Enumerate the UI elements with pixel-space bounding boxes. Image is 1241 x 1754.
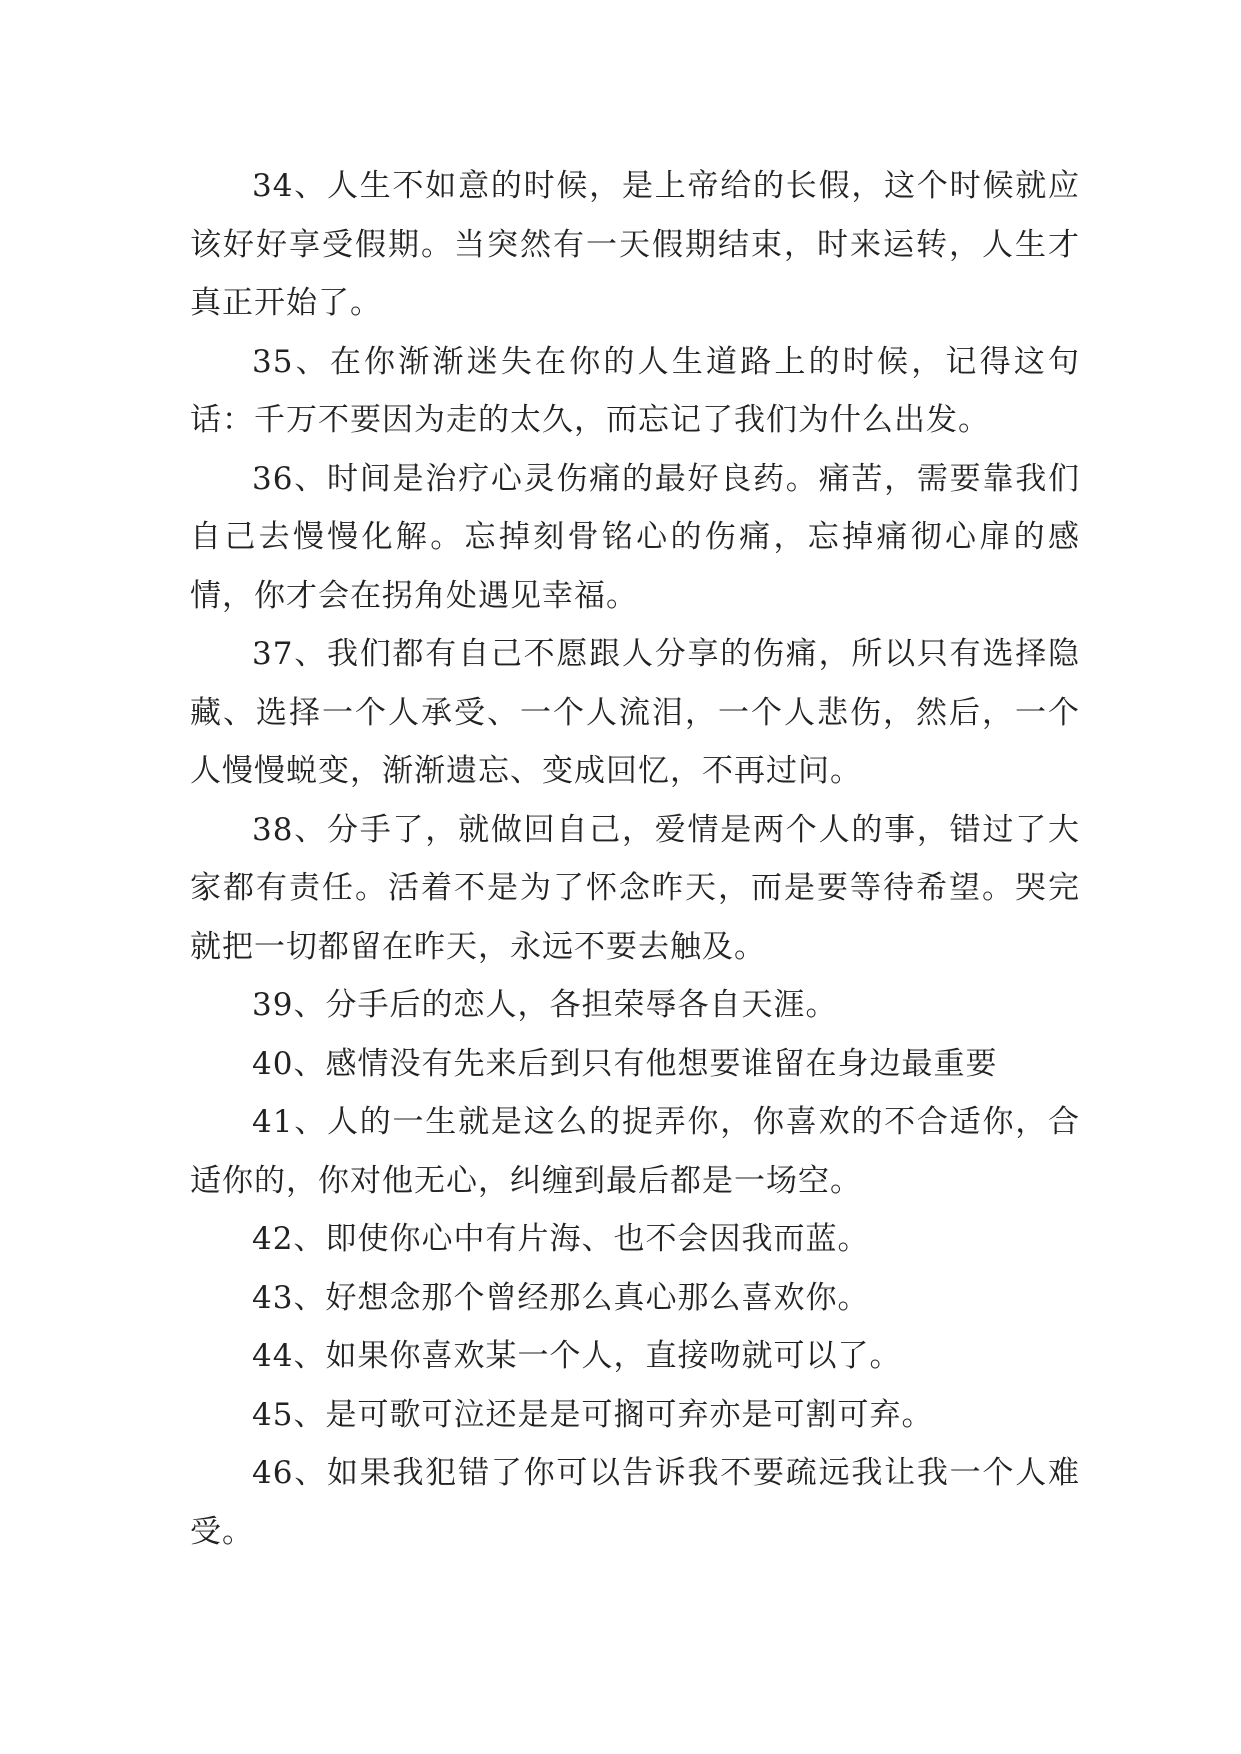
paragraph-38: 38、分手了，就做回自己，爱情是两个人的事，错过了大家都有责任。活着不是为了怀念昨天，而是要等待希望。哭完就把一切都留在昨天，永远不要去触及。 (190, 811, 1080, 965)
paragraph-43: 43、好想念那个曾经那么真心那么喜欢你。 (252, 1279, 870, 1316)
paragraph-36: 36、时间是治疗心灵伤痛的最好良药。痛苦，需要靠我们自己去慢慢化解。忘掉刻骨铭心的伤痛，忘掉痛彻心扉的感情，你才会在拐角处遇见幸福。 (190, 460, 1080, 614)
paragraph-37: 37、我们都有自己不愿跟人分享的伤痛，所以只有选择隐藏、选择一个人承受、一个人流泪，一个人悲伤，然后，一个人慢慢蜕变，渐渐遗忘、变成回忆，不再过问。 (190, 636, 1080, 789)
paragraph-46: 46、如果我犯错了你可以告诉我不要疏远我让我一个人难受。 (190, 1455, 1080, 1550)
paragraph-40: 40、感情没有先来后到只有他想要谁留在身边最重要 (252, 1045, 998, 1082)
paragraph-44: 44、如果你喜欢某一个人，直接吻就可以了。 (252, 1338, 902, 1374)
paragraph-41: 41、人的一生就是这么的捉弄你，你喜欢的不合适你，合适你的，你对他无心，纠缠到最后都是一场空。 (190, 1104, 1080, 1199)
paragraph-34: 34、人生不如意的时候，是上帝给的长假，这个时候就应该好好享受假期。当突然有一天假期结束，时来运转，人生才真正开始了。 (190, 168, 1080, 321)
paragraph-35: 35、在你渐渐迷失在你的人生道路上的时候，记得这句话：千万不要因为走的太久，而忘记了我们为什么出发。 (190, 343, 1080, 438)
paragraph-45: 45、是可歌可泣还是是可搁可弃亦是可割可弃。 (252, 1396, 934, 1433)
paragraph-42: 42、即使你心中有片海、也不会因我而蓝。 (252, 1221, 870, 1257)
document-body (190, 157, 1080, 1561)
paragraph-39: 39、分手后的恋人，各担荣辱各自天涯。 (252, 987, 838, 1023)
